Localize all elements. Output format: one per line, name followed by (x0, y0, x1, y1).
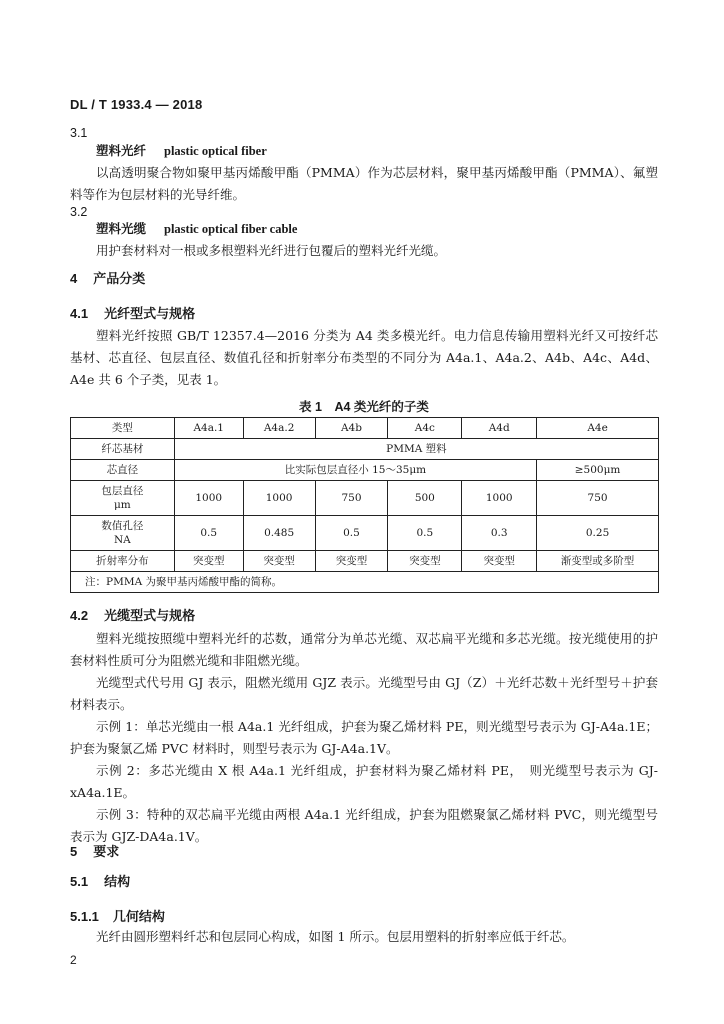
table-row (71, 481, 659, 516)
table-note: 注：PMMA 为聚甲基丙烯酸甲酯的简称。 (71, 572, 659, 593)
row-label-unit: μm (113, 499, 131, 511)
table-cell: 1000 (174, 481, 243, 516)
row-label-line: 数值孔径 (101, 520, 144, 532)
table-cell: 突变型 (243, 551, 315, 572)
section-title: 结构 (104, 874, 131, 889)
section-number: 5.1.1 (70, 909, 99, 924)
section-4-2-paragraph-1: 塑料光缆按照缆中塑料光纤的芯数，通常分为单芯光缆、双芯扁平光缆和多芯光缆。按光缆使用的护套材料性质可分为阻燃光缆和非阻燃光缆。 (70, 631, 658, 668)
row-label: 纤芯基材 (71, 439, 175, 460)
section-5-1-heading (70, 871, 130, 890)
term-en: plastic optical fiber cable (164, 222, 298, 236)
row-label: 芯直径 (71, 460, 175, 481)
definition-3-1: 以高透明聚合物如聚甲基丙烯酸甲酯（PMMA）作为芯层材料，聚甲基丙烯酸甲酯（PMMA）、氟塑料等作为包层材料的光导纤维。 (70, 165, 658, 202)
example-2: 示例 2：多芯光缆由 X 根 A4a.1 光纤组成，护套材料为聚乙烯材料 PE， 则光缆型号表示为 GJ-xA4a.1E。 (70, 763, 658, 800)
term-en: plastic optical fiber (164, 144, 267, 158)
section-number: 4.1 (70, 306, 89, 321)
table-cell: 突变型 (388, 551, 462, 572)
header-cell: A4b (315, 418, 388, 439)
table-cell: 1000 (462, 481, 537, 516)
term-zh: 塑料光缆 (96, 221, 147, 236)
section-5-1-1-text: 光纤由圆形塑料纤芯和包层同心构成，如图 1 所示。包层用塑料的折射率应低于纤芯。 (96, 929, 575, 944)
term-zh: 塑料光纤 (96, 143, 147, 158)
table-cell: 0.5 (388, 516, 462, 551)
section-4-2-heading (70, 605, 195, 624)
section-number: 5 (70, 844, 78, 859)
term-3-1 (96, 140, 267, 162)
table-row (71, 439, 659, 460)
header-cell: A4e (537, 418, 659, 439)
section-number: 4.2 (70, 608, 89, 623)
header-cell: A4a.1 (174, 418, 243, 439)
table-cell: 突变型 (462, 551, 537, 572)
row-label: 折射率分布 (71, 551, 175, 572)
header-cell: 类型 (71, 418, 175, 439)
term-3-2 (96, 218, 297, 240)
definition-3-2: 用护套材料对一根或多根塑料光纤进行包覆后的塑料光纤光缆。 (96, 243, 447, 258)
row-label (71, 481, 175, 516)
section-5-heading (70, 841, 119, 860)
table-cell: 1000 (243, 481, 315, 516)
header-cell: A4d (462, 418, 537, 439)
page-number: 2 (70, 953, 77, 967)
section-title: 产品分类 (93, 271, 146, 286)
table-note-row (71, 572, 659, 593)
table-cell: 0.5 (174, 516, 243, 551)
table-cell: 渐变型或多阶型 (537, 551, 659, 572)
table-row (71, 516, 659, 551)
table-cell: 0.485 (243, 516, 315, 551)
header-cell: A4c (388, 418, 462, 439)
section-title: 光纤型式与规格 (104, 306, 196, 321)
table-cell: ≥500μm (537, 460, 659, 481)
table-cell: 突变型 (174, 551, 243, 572)
clause-number-3-2: 3.2 (70, 205, 88, 219)
example-3: 示例 3：特种的双芯扁平光缆由两根 A4a.1 光纤组成，护套为阻燃聚氯乙烯材料 PVC，则光缆型号表示为 GJZ-DA4a.1V。 (70, 807, 658, 844)
table-cell: 比实际包层直径小 15～35μm (174, 460, 536, 481)
section-5-1-1-heading (70, 906, 165, 925)
example-1: 示例 1：单芯光缆由一根 A4a.1 光纤组成，护套为聚乙烯材料 PE，则光缆型号表示为 GJ-A4a.1E；护套为聚氯乙烯 PVC 材料时，则型号表示为 GJ-A4a.1V。 (70, 719, 658, 756)
section-4-1-heading (70, 303, 195, 322)
table-cell: 突变型 (315, 551, 388, 572)
table-row (71, 551, 659, 572)
section-number: 4 (70, 271, 78, 286)
section-title: 光缆型式与规格 (104, 608, 196, 623)
table-cell: 500 (388, 481, 462, 516)
row-label-unit: NA (113, 534, 131, 546)
table-cell: 0.3 (462, 516, 537, 551)
clause-number-3-1: 3.1 (70, 126, 88, 140)
table-caption: 表 1 A4 类光纤的子类 (299, 400, 429, 414)
section-title: 要求 (93, 844, 120, 859)
section-title: 几何结构 (112, 909, 165, 924)
section-number: 5.1 (70, 874, 89, 889)
table-row (71, 460, 659, 481)
section-4-heading (70, 268, 145, 287)
standard-header: DL / T 1933.4 — 2018 (70, 97, 203, 112)
table-cell: 0.5 (315, 516, 388, 551)
section-4-1-text: 塑料光纤按照 GB/T 12357.4—2016 分类为 A4 类多模光纤。电力信息传输用塑料光纤又可按纤芯基材、芯直径、包层直径、数值孔径和折射率分布类型的不同分为 A4a.1、A4a.2、A4b、A4c、A4d、A4e 共 6 个子类，见表 1。 (70, 328, 658, 387)
section-4-2-paragraph-2: 光缆型式代号用 GJ 表示，阻燃光缆用 GJZ 表示。光缆型号由 GJ（Z）＋光纤芯数＋光纤型号＋护套材料表示。 (70, 675, 658, 712)
table-cell: PMMA 塑料 (174, 439, 658, 460)
header-cell: A4a.2 (243, 418, 315, 439)
table-header-row (71, 418, 659, 439)
table-cell: 750 (315, 481, 388, 516)
subtype-table (70, 417, 659, 593)
row-label-line: 包层直径 (101, 485, 144, 497)
row-label (71, 516, 175, 551)
table-cell: 750 (537, 481, 659, 516)
table-cell: 0.25 (537, 516, 659, 551)
